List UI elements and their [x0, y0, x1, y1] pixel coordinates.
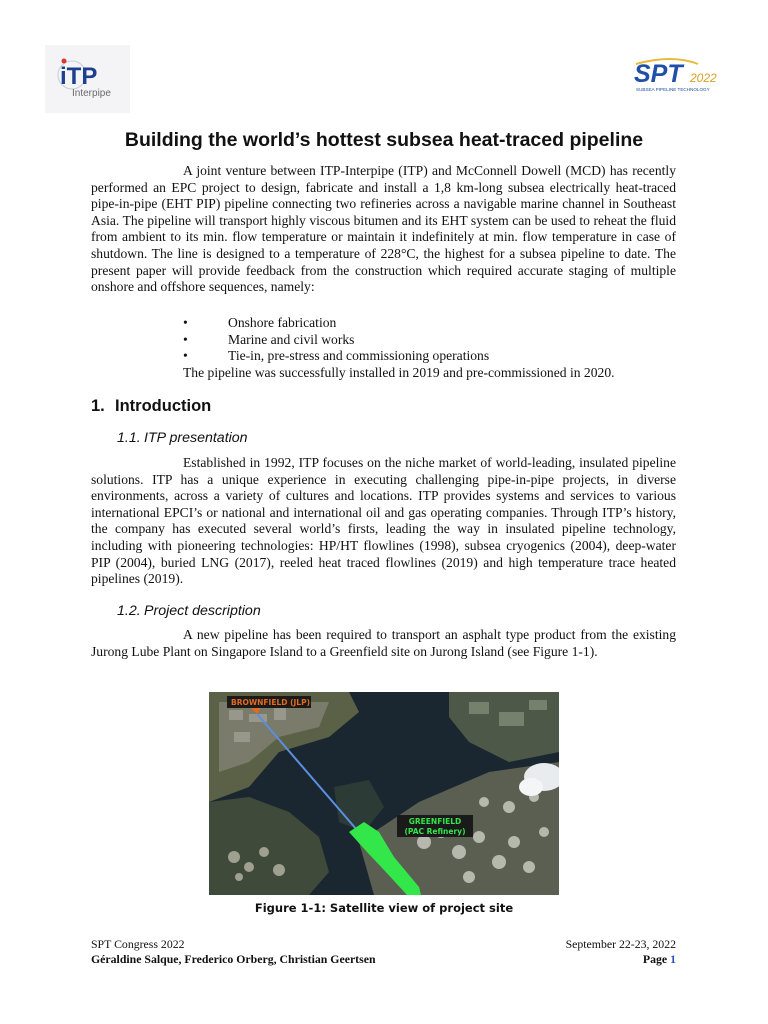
footer-date: September 22-23, 2022 [565, 937, 676, 951]
bullet-marker: • [183, 348, 188, 364]
interpipe-logo-text: Interpipe [72, 88, 111, 99]
footer-page: Page 1 [642, 952, 676, 966]
bullet-marker: • [183, 331, 188, 347]
list-item: • Marine and civil works [183, 331, 355, 347]
spt-2022-logo [632, 56, 728, 96]
subsection-heading-project: 1.2. Project description [117, 603, 261, 619]
paper-title: Building the world’s hottest subsea heat-traced pipeline [124, 129, 644, 151]
page-number: 1 [670, 952, 676, 966]
footer-authors: Géraldine Salque, Frederico Orberg, Christian Geertsen [91, 952, 376, 966]
greenfield-label-line2: (PAC Refinery) [404, 827, 466, 836]
spt-logo-year: 2022 [690, 71, 717, 85]
itp-interpipe-logo [45, 45, 130, 113]
spt-logo-subtitle: SUBSEA PIPELINE TECHNOLOGY [636, 87, 710, 92]
spt-logo-text: SPT [634, 60, 683, 88]
greenfield-label-line1: GREENFIELD [408, 817, 462, 826]
brownfield-label: BROWNFIELD (JLP) [231, 698, 310, 707]
itp-logo-text: iTP [60, 63, 98, 90]
abstract-text: A joint venture between ITP-Interpipe (ITP) and McConnell Dowell (MCD) has recently performed an EPC project to design, fabricate and install a 1,8 km-long subsea electrically heat-traced pipe-in-pipe (EHT PIP) pipeline connecting two refineries across a navigable marine channel in Southeast Asia. The pipeline will transport highly viscous bitumen and its EHT system can be used to reheat the fluid from ambient to its min. flow temperature or maintain it indefinitely at min. flow temperature in case of shutdown. The line is designed to a temperature of 228°C, the highest for a subsea pipeline to date. The present paper will provide feedback from the construction which required accurate staging of multiple onshore and offshore sequences, namely: [91, 163, 676, 295]
bullet-marker: • [183, 315, 188, 330]
list-item: • Onshore fabrication [183, 315, 337, 330]
abstract-closing: The pipeline was successfully installed in 2019 and pre-commissioned in 2020. [183, 365, 615, 380]
footer-left [91, 937, 376, 967]
list-item: • Tie-in, pre-stress and commissioning operations [183, 348, 490, 364]
satellite-view-figure [209, 692, 559, 895]
abstract-paragraph [91, 163, 676, 296]
figure-caption: Figure 1-1: Satellite view of project site [254, 901, 514, 915]
abstract-bullet-list [183, 315, 683, 365]
footer-right [500, 937, 676, 967]
itp-presentation-paragraph: Established in 1992, ITP focuses on the niche market of world-leading, insulated pipeline solutions. ITP has a unique experience in executing challenging pipe-in-pipe projects, in diverse environments, across a variety of cultures and locations. ITP provides systems and services to various international EPCI’s or national and international oil and gas operating companies. Through ITP’s history, the company has executed several world’s firsts, leading the way in insulated pipeline technology, including with pioneering technologies: HP/HT flowlines (1998), subsea cryogenics (2004), deep-water PIP (2004), buried LNG (2017), reeled heat traced flowlines (2019) and high temperature trace heated pipelines (2019). [91, 455, 676, 587]
section-heading: 1. Introduction [91, 397, 212, 415]
footer-conference: SPT Congress 2022 [91, 937, 185, 951]
project-description-paragraph: A new pipeline has been required to transport an asphalt type product from the existing Jurong Lube Plant on Singapore Island to a Greenfield site on Jurong Island (see Figure 1-1). [91, 627, 676, 659]
subsection-heading-itp: 1.1. ITP presentation [117, 430, 248, 446]
